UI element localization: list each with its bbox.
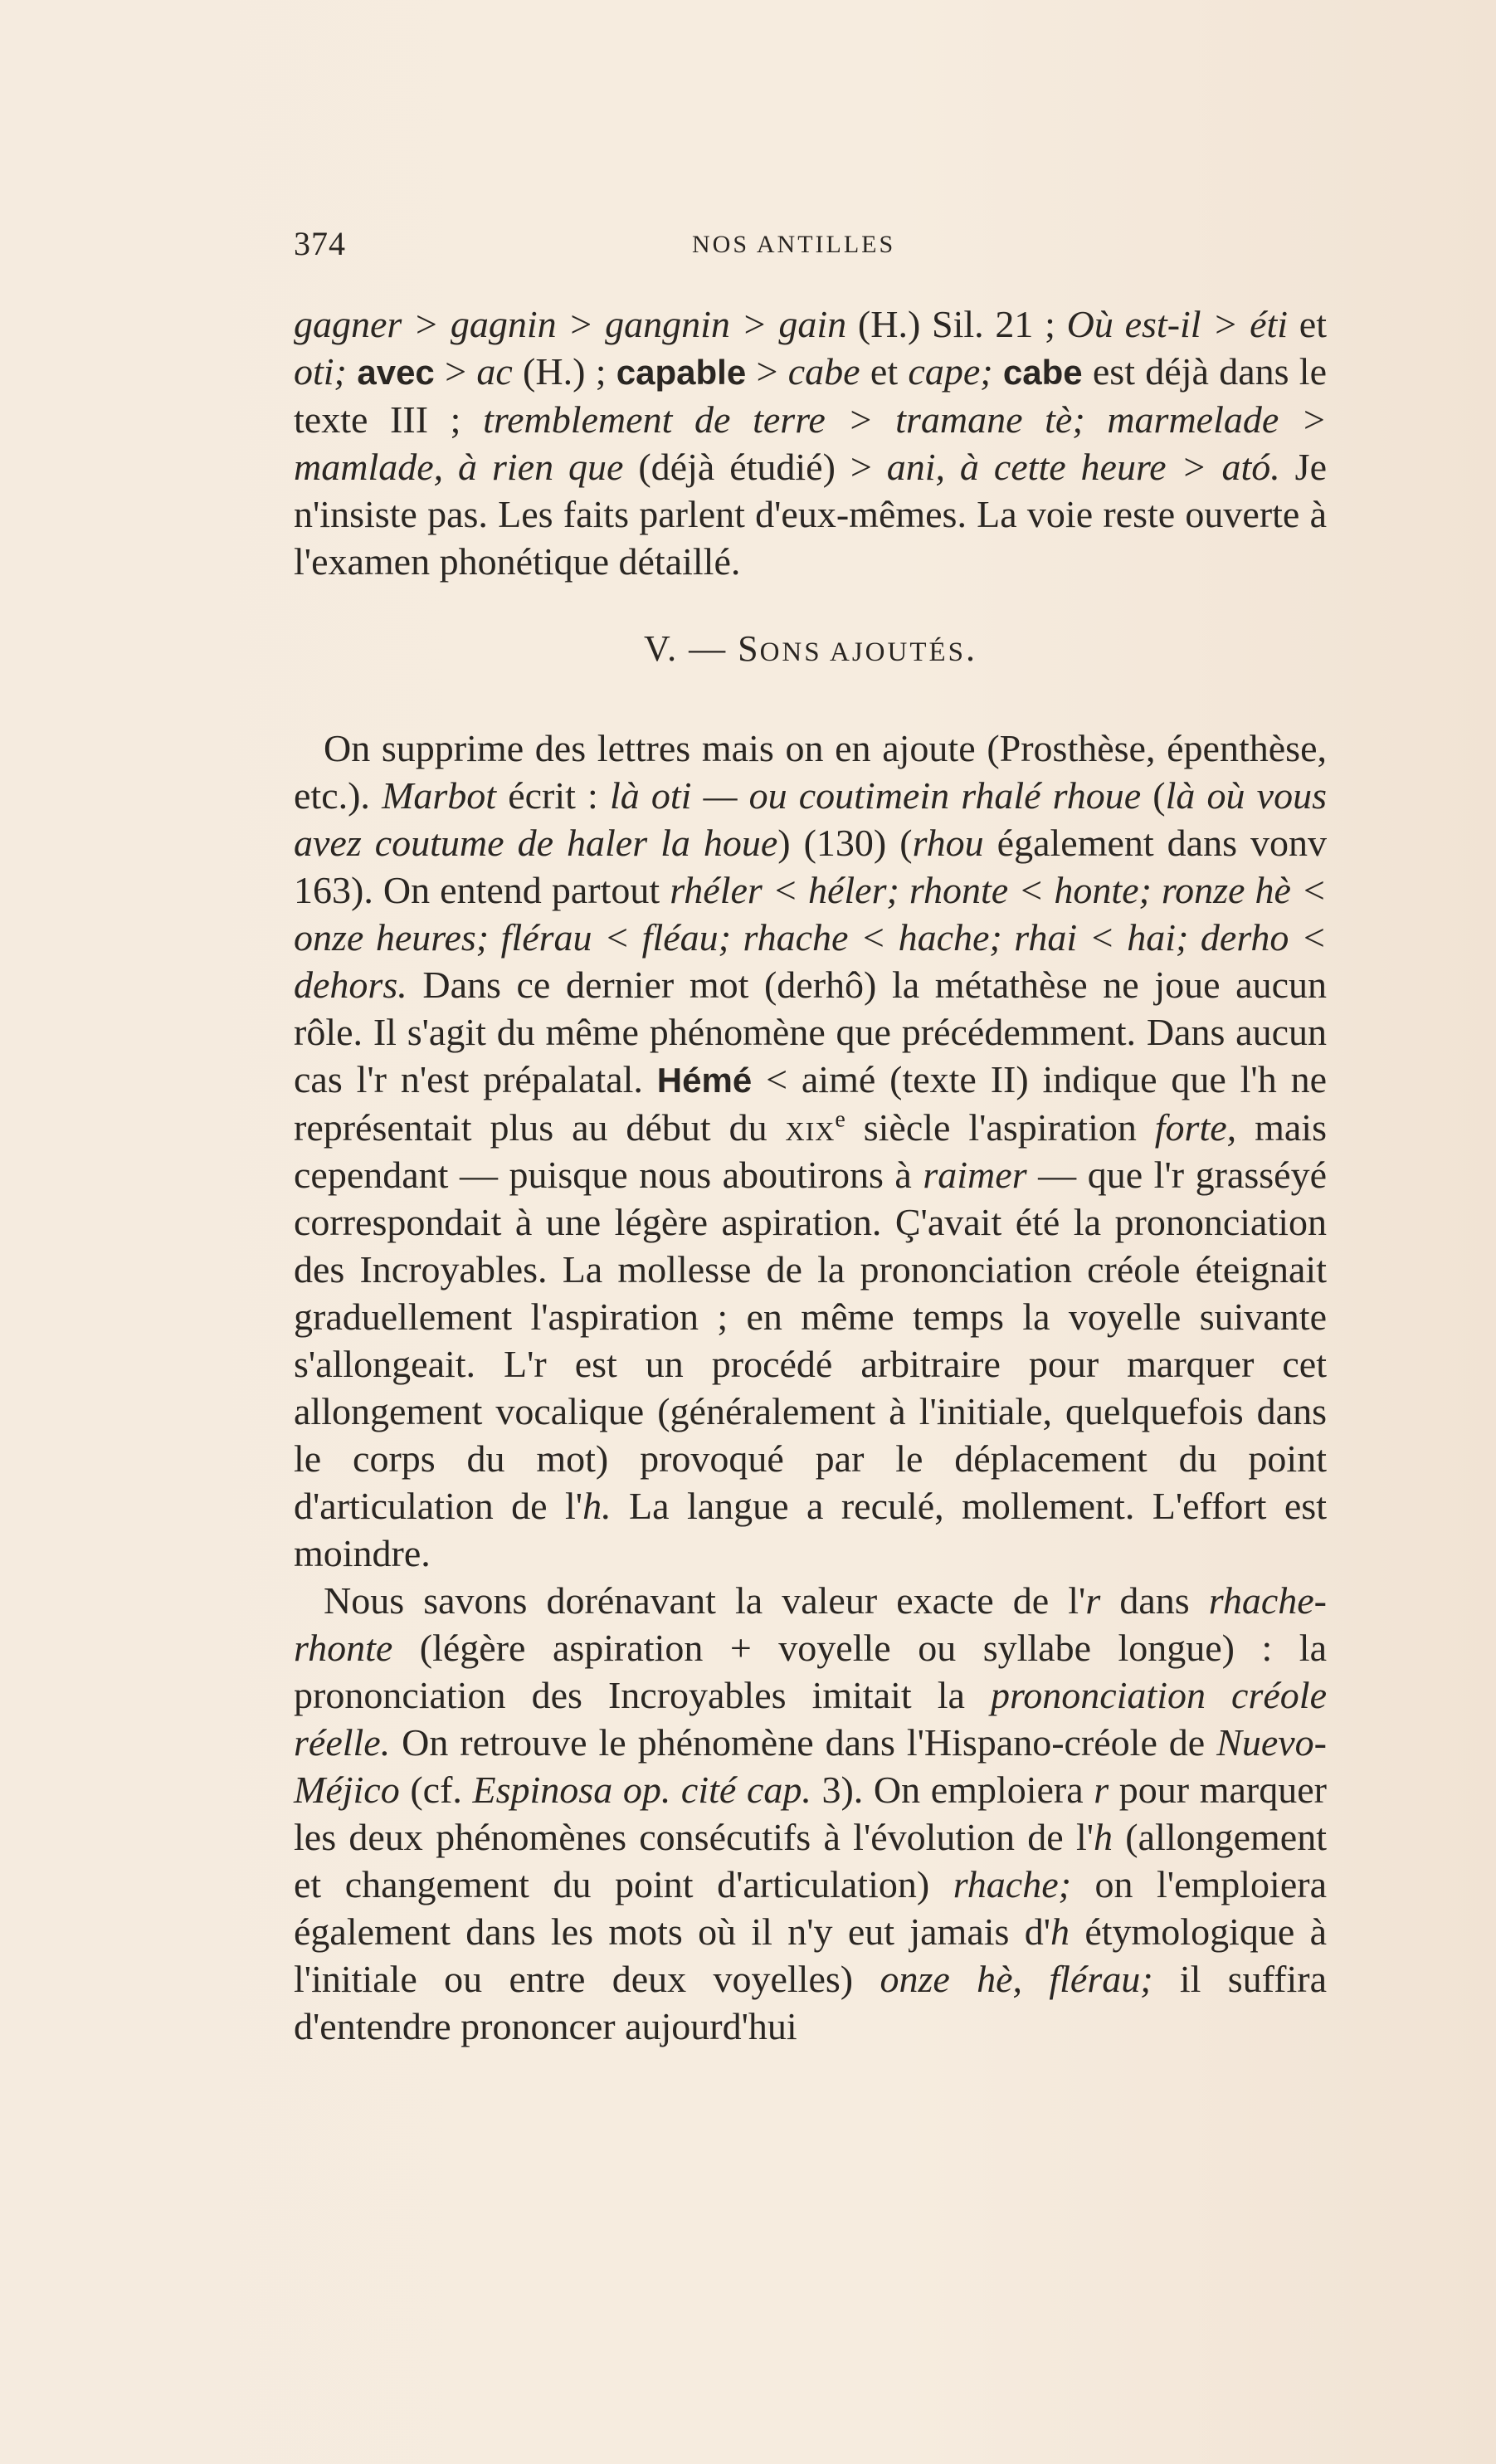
paragraph-1: gagner > gagnin > gangnin > gain (H.) Sil. 21 ; Où est-il > éti et oti; avec > ac (H.) ; capable > cabe et cape; cabe est déjà dans le texte III ; tremblement de terre > tramane tè; marmelade > mamlade, à rien que (déjà étudié) > ani, à cette heure > ató. Je n'insiste pas. Les faits parlent d'eux-mêmes. La voie reste ouverte à l'examen phonétique détaillé. [294,303,1328,583]
running-title: NOS ANTILLES [692,231,896,258]
paragraph-2: On supprime des lettres mais on en ajoute (Prosthèse, épenthèse, etc.). Marbot écrit : là oti — ou coutimein rhalé rhoue (là où vous avez coutume de haler la houe) (130) (rhou également dans vonv 163). On entend partout rhéler < héler; rhonte < honte; ronze hè < onze heures; flérau < fléau; rhache < hache; rhai < hai; derho < dehors. Dans ce dernier mot (derhô) la métathèse ne joue aucun rôle. Il s'agit du même phénomène que précédemment. Dans aucun cas l'r n'est prépalatal. Hémé < aimé (texte II) indique que l'h ne représentait plus au début du xix$^e$ siècle l'aspiration forte, mais cependant — puisque nous aboutirons à raimer — que l'r grasséyé correspondait à une légère aspiration. Ç'avait été la prononciation des Incroyables. La mollesse de la prononciation créole éteignait graduellement l'aspiration ; en même temps la voyelle suivante s'allongeait. L'r est un procédé arbitraire pour marquer cet allongement vocalique (généralement à l'initiale, quelquefois dans le corps du mot) provoqué par le déplacement du point d'articulation de l'h. La langue a reculé, mollement. L'effort est moindre. [294,727,1327,1574]
page-number: 374 [294,225,346,262]
section-heading: V. — SONS AJOUTÉS. [643,628,977,669]
paragraph-3: Nous savons dorénavant la valeur exacte de l'r dans rhache-rhonte (légère aspiration + voyelle ou syllabe longue) : la prononciation des Incroyables imitait la prononciation créole réelle. On retrouve le phénomène dans l'Hispano-créole de Nuevo-Méjico (cf. Espinosa op. cité cap. 3). On emploiera r pour marquer les deux phénomènes consécutifs à l'évolution de l'h (allongement et changement du point d'articulation) rhache; on l'emploiera également dans les mots où il n'y eut jamais d'h étymologique à l'initiale ou entre deux voyelles) onze hè, flérau; il suffira d'entendre prononcer aujourd'hui [294,1579,1327,2047]
page-body [294,300,1327,2050]
page-header [294,224,1331,266]
